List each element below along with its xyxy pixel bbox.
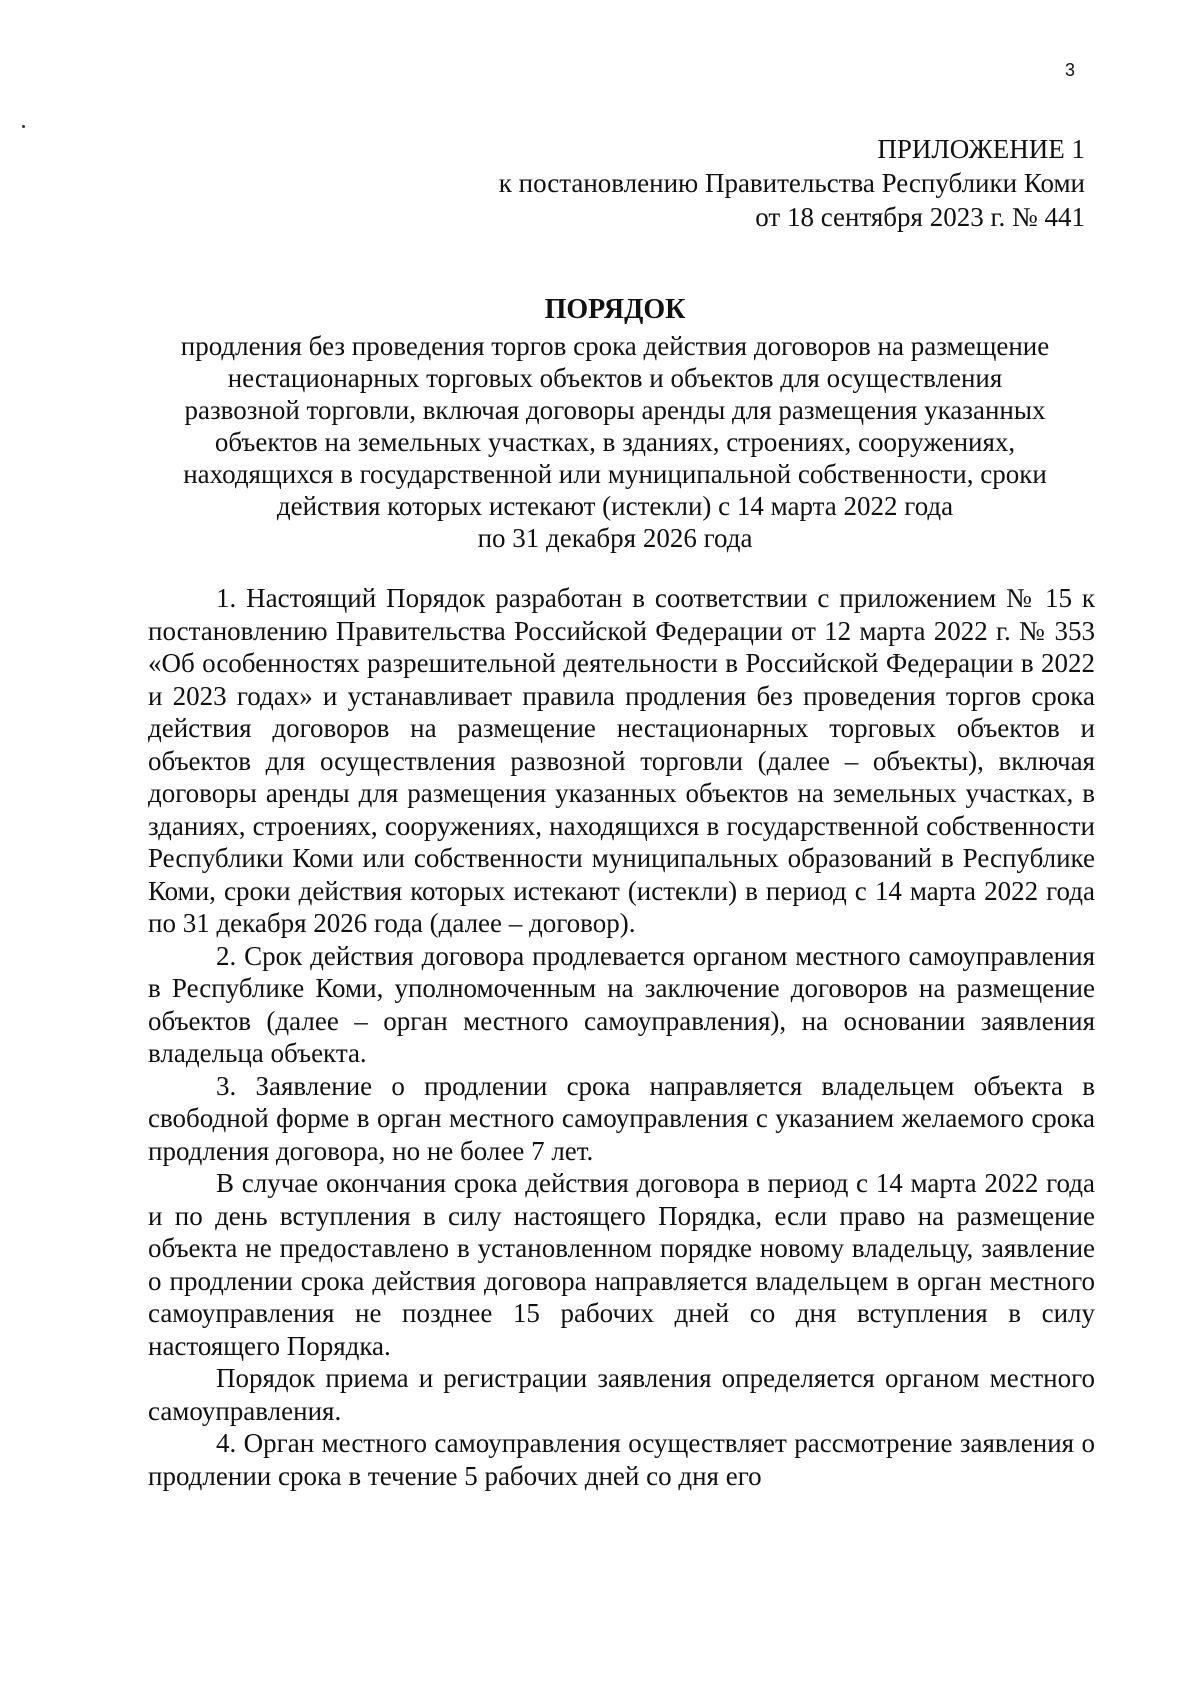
title-line: развозной торговли, включая договоры аренды для размещения указанных bbox=[184, 395, 1046, 425]
scan-speck bbox=[22, 125, 25, 128]
title-line: нестационарных торговых объектов и объектов для осуществления bbox=[227, 363, 1003, 393]
title-line: по 31 декабря 2026 года bbox=[477, 523, 753, 553]
paragraph-3-registration: Порядок приема и регистрации заявления определяется органом местного самоуправления. bbox=[148, 1363, 1095, 1426]
title-line: действия которых истекают (истекли) с 14 марта 2022 года bbox=[276, 491, 954, 521]
annex-header bbox=[499, 132, 1085, 234]
annex-label: ПРИЛОЖЕНИЕ 1 bbox=[877, 134, 1085, 164]
document-title bbox=[130, 292, 1100, 554]
paragraph-4: 4. Орган местного самоуправления осуществляет рассмотрение заявления о продлении срока в течение 5 рабочих дней со дня его bbox=[148, 1428, 1095, 1491]
annex-resolution-ref: к постановлению Правительства Республики Коми bbox=[498, 168, 1085, 198]
page-number: 3 bbox=[1064, 60, 1075, 80]
title-line: объектов на земельных участках, в зданиях, строениях, сооружениях, bbox=[214, 427, 1016, 457]
annex-date-number: от 18 сентября 2023 г. № 441 bbox=[755, 202, 1085, 232]
title-main: ПОРЯДОК bbox=[544, 294, 686, 325]
paragraph-3-continuation: В случае окончания срока действия договора в период с 14 марта 2022 года и по день вступления в силу настоящего Порядка, если право на размещение объекта не предоставлено в установленном порядке новому владельцу, заявление о продлении срока действия договора направляется владельцем в орган местного самоуправления не позднее 15 рабочих дней со дня вступления в силу настоящего Порядка. bbox=[148, 1168, 1095, 1361]
paragraph-3: 3. Заявление о продлении срока направляется владельцем объекта в свободной форме в орган местного самоуправления с указанием желаемого срока продления договора, но не более 7 лет. bbox=[148, 1070, 1095, 1166]
title-line: продления без проведения торгов срока действия договоров на размещение bbox=[180, 331, 1050, 361]
document-body bbox=[148, 582, 1095, 1492]
paragraph-2: 2. Срок действия договора продлевается органом местного самоуправления в Республике Коми, уполномоченным на заключение договоров на размещение объектов (далее – орган местного самоуправления), на основании заявления владельца объекта. bbox=[148, 940, 1095, 1068]
paragraph-1: 1. Настоящий Порядок разработан в соответствии с приложением № 15 к постановлению Правительства Российской Федерации от 12 марта 2022 г. № 353 «Об особенностях разрешительной деятельности в Российской Федерации в 2022 и 2023 годах» и устанавливает правила продления без проведения торгов срока действия договоров на размещение нестационарных торговых объектов и объектов для осуществления развозной торговли (далее – объекты), включая договоры аренды для размещения указанных объектов на земельных участках, в зданиях, строениях, сооружениях, находящихся в государственной собственности Республики Коми или собственности муниципальных образований в Республике Коми, сроки действия которых истекают (истекли) в период с 14 марта 2022 года по 31 декабря 2026 года (далее – договор). bbox=[148, 583, 1095, 938]
title-line: находящихся в государственной или муниципальной собственности, сроки bbox=[183, 459, 1047, 489]
